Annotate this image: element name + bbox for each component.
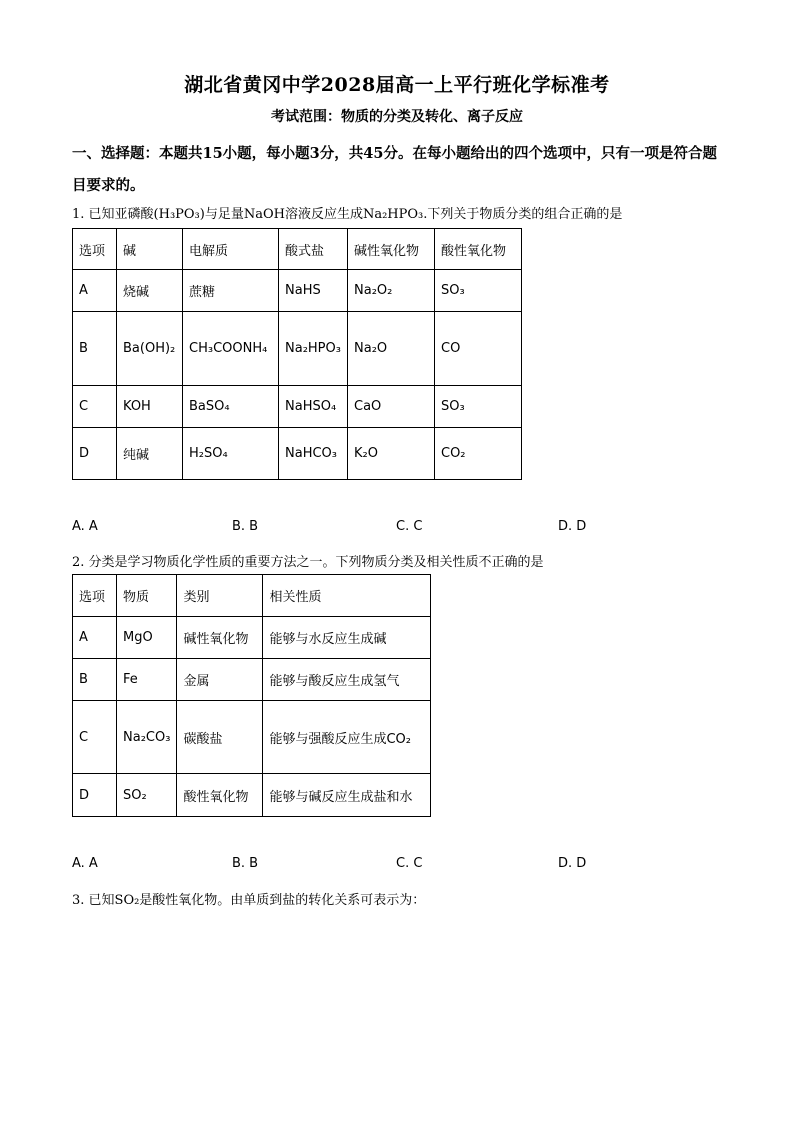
table-cell: BaSO₄ — [183, 386, 279, 428]
header-cell: 酸性氧化物 — [435, 229, 522, 270]
table-cell: Na₂O — [348, 312, 435, 386]
table-cell: SO₃ — [435, 386, 522, 428]
header-cell: 相关性质 — [263, 575, 431, 617]
question-2-table — [72, 574, 431, 817]
table-cell: 酸性氧化物 — [177, 774, 263, 817]
header-cell: 选项 — [73, 575, 117, 617]
table-cell: CO — [435, 312, 522, 386]
header-cell: 选项 — [73, 229, 117, 270]
option-b[interactable]: B. B — [232, 856, 259, 871]
option-c[interactable]: C. C — [396, 519, 423, 534]
table-cell: Na₂CO₃ — [117, 701, 177, 774]
option-c[interactable]: C. C — [396, 856, 423, 871]
table-cell: 碳酸盐 — [177, 701, 263, 774]
table-cell: H₂SO₄ — [183, 428, 279, 480]
table-cell: 蔗糖 — [183, 270, 279, 312]
header-cell: 电解质 — [183, 229, 279, 270]
table-cell: B — [73, 312, 117, 386]
table-cell: 能够与碱反应生成盐和水 — [263, 774, 431, 817]
table-row — [73, 312, 522, 386]
table-cell: NaHS — [279, 270, 348, 312]
table-header-row — [73, 229, 522, 270]
section-heading: 一、选择题：本题共15小题，每小题3分，共45分。在每小题给出的四个选项中，只有一项是符合题目要求的。 — [72, 145, 717, 194]
table-cell: 烧碱 — [117, 270, 183, 312]
option-a[interactable]: A. A — [72, 856, 98, 871]
table-row — [73, 270, 522, 312]
table-row — [73, 659, 431, 701]
option-d[interactable]: D. D — [558, 519, 587, 534]
table-cell: K₂O — [348, 428, 435, 480]
table-row — [73, 386, 522, 428]
question-1-table — [72, 228, 522, 480]
table-row — [73, 774, 431, 817]
table-cell: 碱性氧化物 — [177, 617, 263, 659]
table-cell: C — [73, 701, 117, 774]
table-header-row — [73, 575, 431, 617]
table-cell: Fe — [117, 659, 177, 701]
table-row — [73, 701, 431, 774]
exam-scope: 考试范围：物质的分类及转化、离子反应 — [271, 109, 523, 125]
table-cell: 能够与水反应生成碱 — [263, 617, 431, 659]
table-cell: Na₂HPO₃ — [279, 312, 348, 386]
table-cell: 能够与酸反应生成氢气 — [263, 659, 431, 701]
table-cell: Ba(OH)₂ — [117, 312, 183, 386]
table-cell: D — [73, 428, 117, 480]
table-row — [73, 428, 522, 480]
table-cell: CO₂ — [435, 428, 522, 480]
header-cell: 酸式盐 — [279, 229, 348, 270]
table-cell: Na₂O₂ — [348, 270, 435, 312]
option-b[interactable]: B. B — [232, 519, 259, 534]
table-cell: D — [73, 774, 117, 817]
header-cell: 物质 — [117, 575, 177, 617]
option-d[interactable]: D. D — [558, 856, 587, 871]
table-cell: C — [73, 386, 117, 428]
table-cell: A — [73, 617, 117, 659]
table-cell: 能够与强酸反应生成CO₂ — [263, 701, 431, 774]
header-cell: 类别 — [177, 575, 263, 617]
table-row — [73, 617, 431, 659]
table-cell: A — [73, 270, 117, 312]
table-cell: NaHCO₃ — [279, 428, 348, 480]
question-1-stem: 1. 已知亚磷酸(H₃PO₃)与足量NaOH溶液反应生成Na₂HPO₃.下列关于物质分类的组合正确的是 — [72, 207, 623, 222]
option-a[interactable]: A. A — [72, 519, 98, 534]
table-cell: KOH — [117, 386, 183, 428]
table-cell: B — [73, 659, 117, 701]
exam-title: 湖北省黄冈中学2028届高一上平行班化学标准考 — [184, 74, 610, 96]
question-2-stem: 2. 分类是学习物质化学性质的重要方法之一。下列物质分类及相关性质不正确的是 — [72, 555, 544, 570]
question-3-stem: 3. 已知SO₂是酸性氧化物。由单质到盐的转化关系可表示为： — [72, 893, 426, 908]
header-cell: 碱 — [117, 229, 183, 270]
table-cell: CH₃COONH₄ — [183, 312, 279, 386]
table-cell: MgO — [117, 617, 177, 659]
table-cell: SO₃ — [435, 270, 522, 312]
table-cell: NaHSO₄ — [279, 386, 348, 428]
table-cell: 金属 — [177, 659, 263, 701]
table-cell: 纯碱 — [117, 428, 183, 480]
header-cell: 碱性氧化物 — [348, 229, 435, 270]
table-cell: SO₂ — [117, 774, 177, 817]
table-cell: CaO — [348, 386, 435, 428]
